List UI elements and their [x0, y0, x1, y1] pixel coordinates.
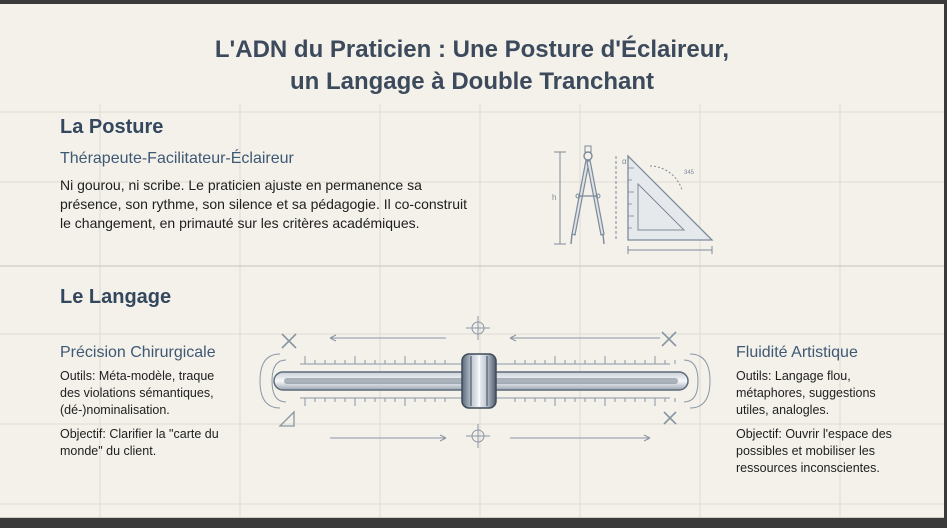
- posture-line: Ni gourou, ni scribe. Le praticien ajuste en permanence sa: [60, 177, 422, 193]
- right-description: [736, 368, 892, 484]
- angle-label: 345: [684, 170, 695, 176]
- left-description: [60, 368, 219, 467]
- langage-heading: Le Langage: [60, 286, 172, 308]
- right-goal-line: ressources inconscientes.: [736, 461, 880, 475]
- slider-knob: [462, 354, 496, 408]
- svg-text:α: α: [622, 157, 627, 166]
- left-tools-line: Outils: Méta-modèle, traque: [60, 369, 215, 383]
- title-line-2: un Langage à Double Tranchant: [289, 68, 655, 95]
- slide: [0, 4, 944, 518]
- compass-set-square-illustration: [548, 144, 728, 264]
- posture-heading: La Posture: [60, 116, 164, 138]
- posture-line: le changement, en primauté sur les critères académiques.: [60, 215, 420, 231]
- right-tools-line: Outils: Langage flou,: [736, 369, 851, 383]
- left-tools-line: (dé-)nominalisation.: [60, 403, 170, 417]
- left-goal-line: Objectif: Clarifier la "carte du: [60, 427, 219, 441]
- bottom-border: [0, 517, 944, 518]
- left-subheading: Précision Chirurgicale: [60, 344, 216, 361]
- language-slider-illustration: [250, 314, 720, 448]
- right-subheading: Fluidité Artistique: [736, 344, 858, 361]
- posture-description: [60, 176, 467, 233]
- title-line-1: L'ADN du Praticien : Une Posture d'Éclaireur,: [214, 36, 730, 63]
- posture-subheading: Thérapeute-Facilitateur-Éclaireur: [60, 150, 294, 167]
- left-goal: [60, 426, 219, 460]
- left-goal-line: monde" du client.: [60, 444, 157, 458]
- posture-line: présence, son rythme, son silence et sa pédagogie. Il co-construit: [60, 196, 467, 212]
- right-goal-line: Objectif: Ouvrir l'espace des: [736, 427, 892, 441]
- left-tools-line: des violations sémantiques,: [60, 386, 214, 400]
- svg-text:h: h: [552, 193, 557, 202]
- right-tools-line: utiles, analogles.: [736, 403, 830, 417]
- right-goal-line: possibles et mobiliser les: [736, 444, 875, 458]
- right-tools-line: métaphores, suggestions: [736, 386, 876, 400]
- page-title: [0, 34, 944, 98]
- right-goal: [736, 426, 892, 477]
- left-tools: [60, 368, 219, 419]
- right-tools: [736, 368, 892, 419]
